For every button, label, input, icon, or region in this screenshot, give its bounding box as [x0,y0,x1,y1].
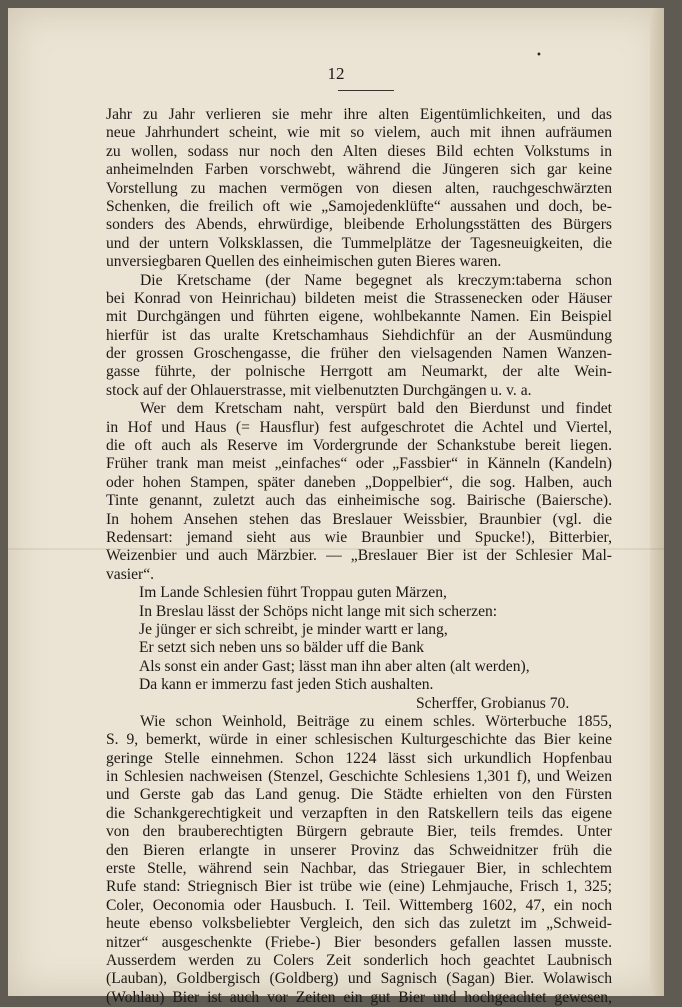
text-line: Ausserdem werden zu Colers Zeit sonderlich hoch geachtet Laubnisch [106,951,612,969]
text-line: Je jünger er sich schreibt, je minder wartt er lang, [139,620,448,638]
text-line: Rufe stand: Striegnisch Bier ist trübe wie (eine) Lehmjauche, Frisch 1, 325; [106,878,612,896]
book-page [8,8,664,1006]
text-line: vasier“. [106,565,155,583]
text-line: die Schankgerechtigkeit und verzapften in den Ratskellern teils das eigene [106,804,612,822]
text-line: bei Konrad von Heinrichau) bildeten meist die Strassenecken oder Häuser [106,289,612,307]
ink-mark: • [536,50,542,61]
text-line: die oft auch als Reserve im Vordergrunde der Schankstube bereit liegen. [106,437,612,455]
text-line: anheimelnden Farben vorschwebt, während die Jüngeren sich gar keine [106,161,612,179]
text-line: Weizenbier und auch Märzbier. — „Breslauer Bier ist der Schlesier Mal- [106,547,612,565]
text-line: Tinte genannt, zuletzt auch das einheimische sog. Bairische (Baiersche). [106,492,612,510]
text-line: Wer dem Kretscham naht, verspürt bald den Bierdunst und findet [140,400,612,418]
text-line: gasse führte, der polnische Herrgott am Neumarkt, der alte Wein- [106,363,612,381]
text-line: den Bieren erlangte in unserer Provinz das Schweidnitzer früh die [106,841,612,859]
text-line: Im Lande Schlesien führt Troppau guten Märzen, [139,584,447,602]
text-line: In hohem Ansehen stehen das Breslauer Weissbier, Braunbier (vgl. die [106,510,612,528]
text-line: Früher trank man meist „einfaches“ oder „Fassbier“ in Känneln (Kandeln) [106,455,612,473]
text-line: Wie schon Weinhold, Beiträge zu einem schles. Wörterbuche 1855, [140,712,612,730]
text-line: sonders des Abends, ehrwürdige, bleibende Erholungsstätten des Bürgers [106,216,612,234]
text-line: Coler, Oeconomia oder Hausbuch. I. Teil. Wittemberg 1602, 47, ein noch [106,896,612,914]
page-number-rule [338,90,394,91]
text-line: und der untern Volksklassen, die Tummelplätze der Tagesneuigkeiten, die [106,234,612,252]
text-line: (Lauban), Goldbergisch (Goldberg) und Sagnisch (Sagan) Bier. Wolawisch [106,970,612,988]
text-line: heute ebenso volksbeliebter Vergleich, den sich das zuletzt im „Schweid- [106,915,612,933]
text-line: Die Kretschame (der Name begegnet als kreczym:taberna schon [140,271,612,289]
text-line: stock auf der Ohlauerstrasse, mit vielbenutzten Durchgängen u. v. a. [106,381,532,399]
text-line: oder hohen Stampen, später daneben „Doppelbier“, die sog. Halben, auch [106,473,612,491]
page-edge [650,8,664,996]
text-line: (Wohlau) Bier ist auch vor Zeiten ein gut Bier und hochgeachtet gewesen, [106,988,612,1006]
text-line: von den brauberechtigten Bürgern gebraute Bier, teils fremdes. Unter [106,823,612,841]
text-line: Redensart: jemand sieht aus wie Braunbier und Spucke!), Bitterbier, [106,528,612,546]
text-line: unversiegbaren Quellen des einheimischen guten Bieres waren. [106,253,502,271]
text-line: nitzer“ ausgeschenkte (Friebe-) Bier besonders gefallen lassen musste. [106,933,612,951]
text-line: und Gerste gab das Land genug. Die Städte erhielten von den Fürsten [106,786,612,804]
page-number: 12 [327,64,345,83]
text-line: Jahr zu Jahr verlieren sie mehr ihre alten Eigentümlichkeiten, und das [106,106,612,123]
text-line: Schenken, die freilich oft wie „Samojedenklüfte“ aussahen und doch, be- [106,197,612,215]
text-line: in Schlesien nachweisen (Stenzel, Geschichte Schlesiens 1,301 f), und Weizen [106,768,612,786]
text-line: mit Durchgängen und führten eigene, wohlbekannte Namen. Ein Beispiel [106,308,612,326]
text-line: Als sonst ein ander Gast; lässt man ihn aber alten (alt werden), [139,657,530,675]
text-line: S. 9, bemerkt, würde in einer schlesischen Kulturgeschichte das Bier keine [106,731,612,749]
text-line: hierfür ist das uralte Kretschamhaus Siehdichfür an der Ausmündung [106,326,612,344]
text-line: Scherffer, Grobianus 70. [416,694,570,712]
text-line: geringe Stelle einnehmen. Schon 1224 lässt sich urkundlich Hopfenbau [106,749,612,767]
text-line: Da kann er immerzu fast jeden Stich aushalten. [139,676,434,694]
text-line: erste Stelle, während sein Nachbar, das Striegauer Bier, in schlechtem [106,860,612,878]
text-line: der grossen Groschengasse, die früher den vielsagenden Namen Wanzen- [106,345,612,363]
body-text [106,106,612,1007]
text-line: In Breslau lässt der Schöps nicht lange mit sich scherzen: [139,602,498,620]
text-line: neue Jahrhundert scheint, wie mit so vielem, auch mit ihnen aufräumen [106,124,612,142]
text-line: Er setzt sich neben uns so bälder uff die Bank [139,639,425,657]
text-line: zu wollen, sodass nur noch den Alten dieses Bild echten Volkstums in [106,142,612,160]
text-line: Vorstellung zu machen vermögen von diesen alten, rauchgeschwärzten [106,179,612,197]
text-line: in Hof und Haus (= Hausflur) fest aufgeschrotet die Achtel und Viertel, [106,418,612,436]
